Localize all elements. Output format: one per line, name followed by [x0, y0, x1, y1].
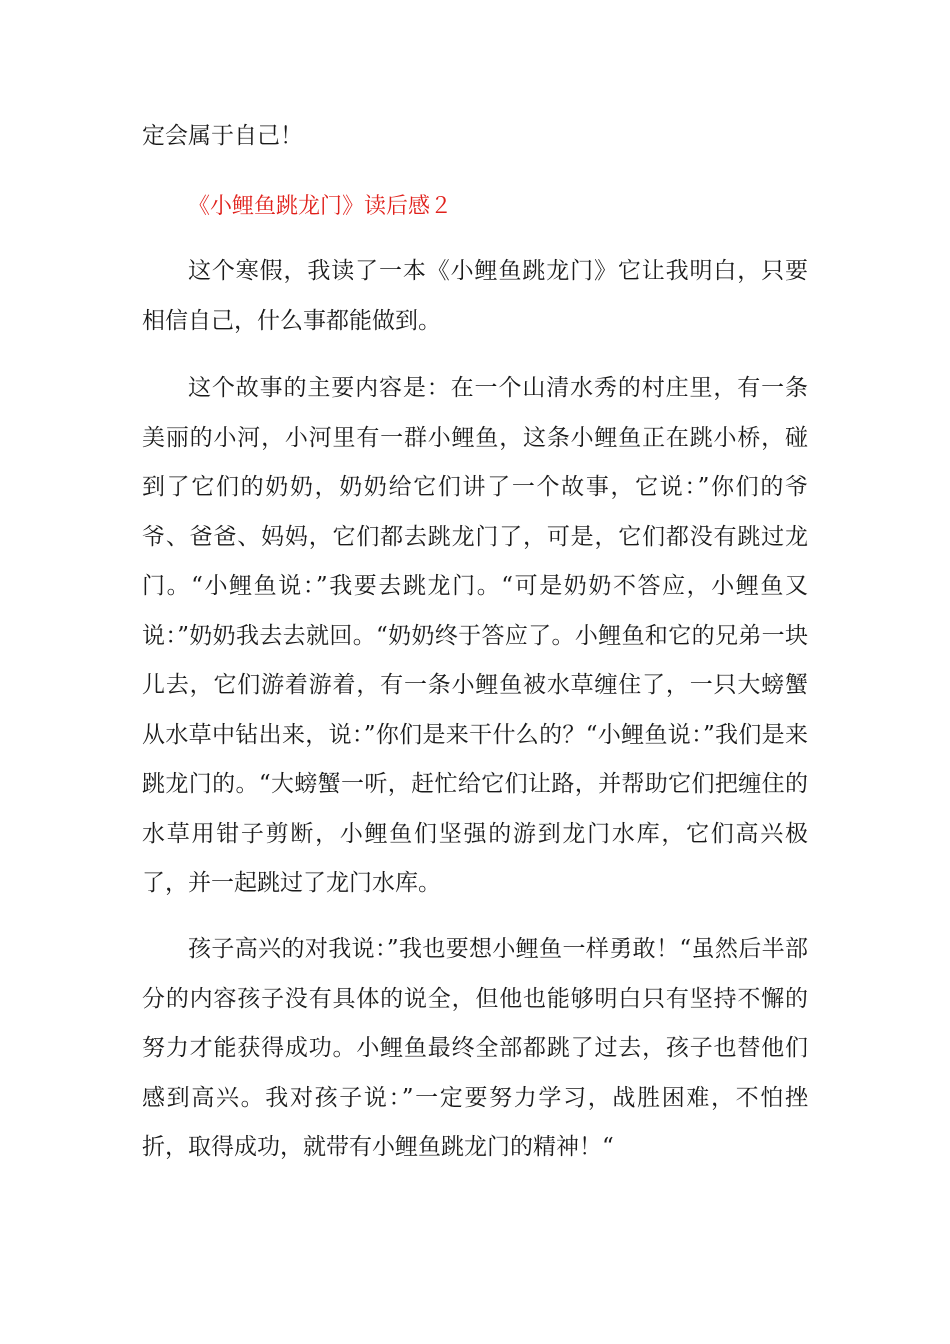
paragraph-story: 这个故事的主要内容是：在一个山清水秀的村庄里，有一条美丽的小河，小河里有一群小鲤鱼，这条小鲤鱼正在跳小桥，碰到了它们的奶奶，奶奶给它们讲了一个故事，它说：”你们的爷爷、爸爸、妈妈，它们都去跳龙门了，可是，它们都没有跳过龙门。“小鲤鱼说：”我要去跳龙门。“可是奶奶不答应，小鲤鱼又说：”奶奶我去去就回。“奶奶终于答应了。小鲤鱼和它的兄弟一块儿去，它们游着游着，有一条小鲤鱼被水草缠住了，一只大螃蟹从水草中钻出来，说：”你们是来干什么的？“小鲤鱼说：”我们是来跳龙门的。“大螃蟹一听，赶忙给它们让路，并帮助它们把缠住的水草用钳子剪断，小鲤鱼们坚强的游到龙门水库，它们高兴极了，并一起跳过了龙门水库。: [142, 375, 808, 896]
paragraph-reflection: 孩子高兴的对我说：”我也要想小鲤鱼一样勇敢！“虽然后半部分的内容孩子没有具体的说全，但他也能够明白只有坚持不懈的努力才能获得成功。小鲤鱼最终全部都跳了过去，孩子也替他们感到高兴。我对孩子说：”一定要努力学习，战胜困难，不怕挫折，取得成功，就带有小鲤鱼跳龙门的精神！“: [142, 936, 808, 1160]
continued-line: 定会属于自己！: [142, 123, 303, 149]
section-heading: 《小鲤鱼跳龙门》读后感２: [188, 194, 453, 219]
paragraph-intro: 这个寒假，我读了一本《小鲤鱼跳龙门》它让我明白，只要相信自己，什么事都能做到。: [142, 258, 808, 334]
